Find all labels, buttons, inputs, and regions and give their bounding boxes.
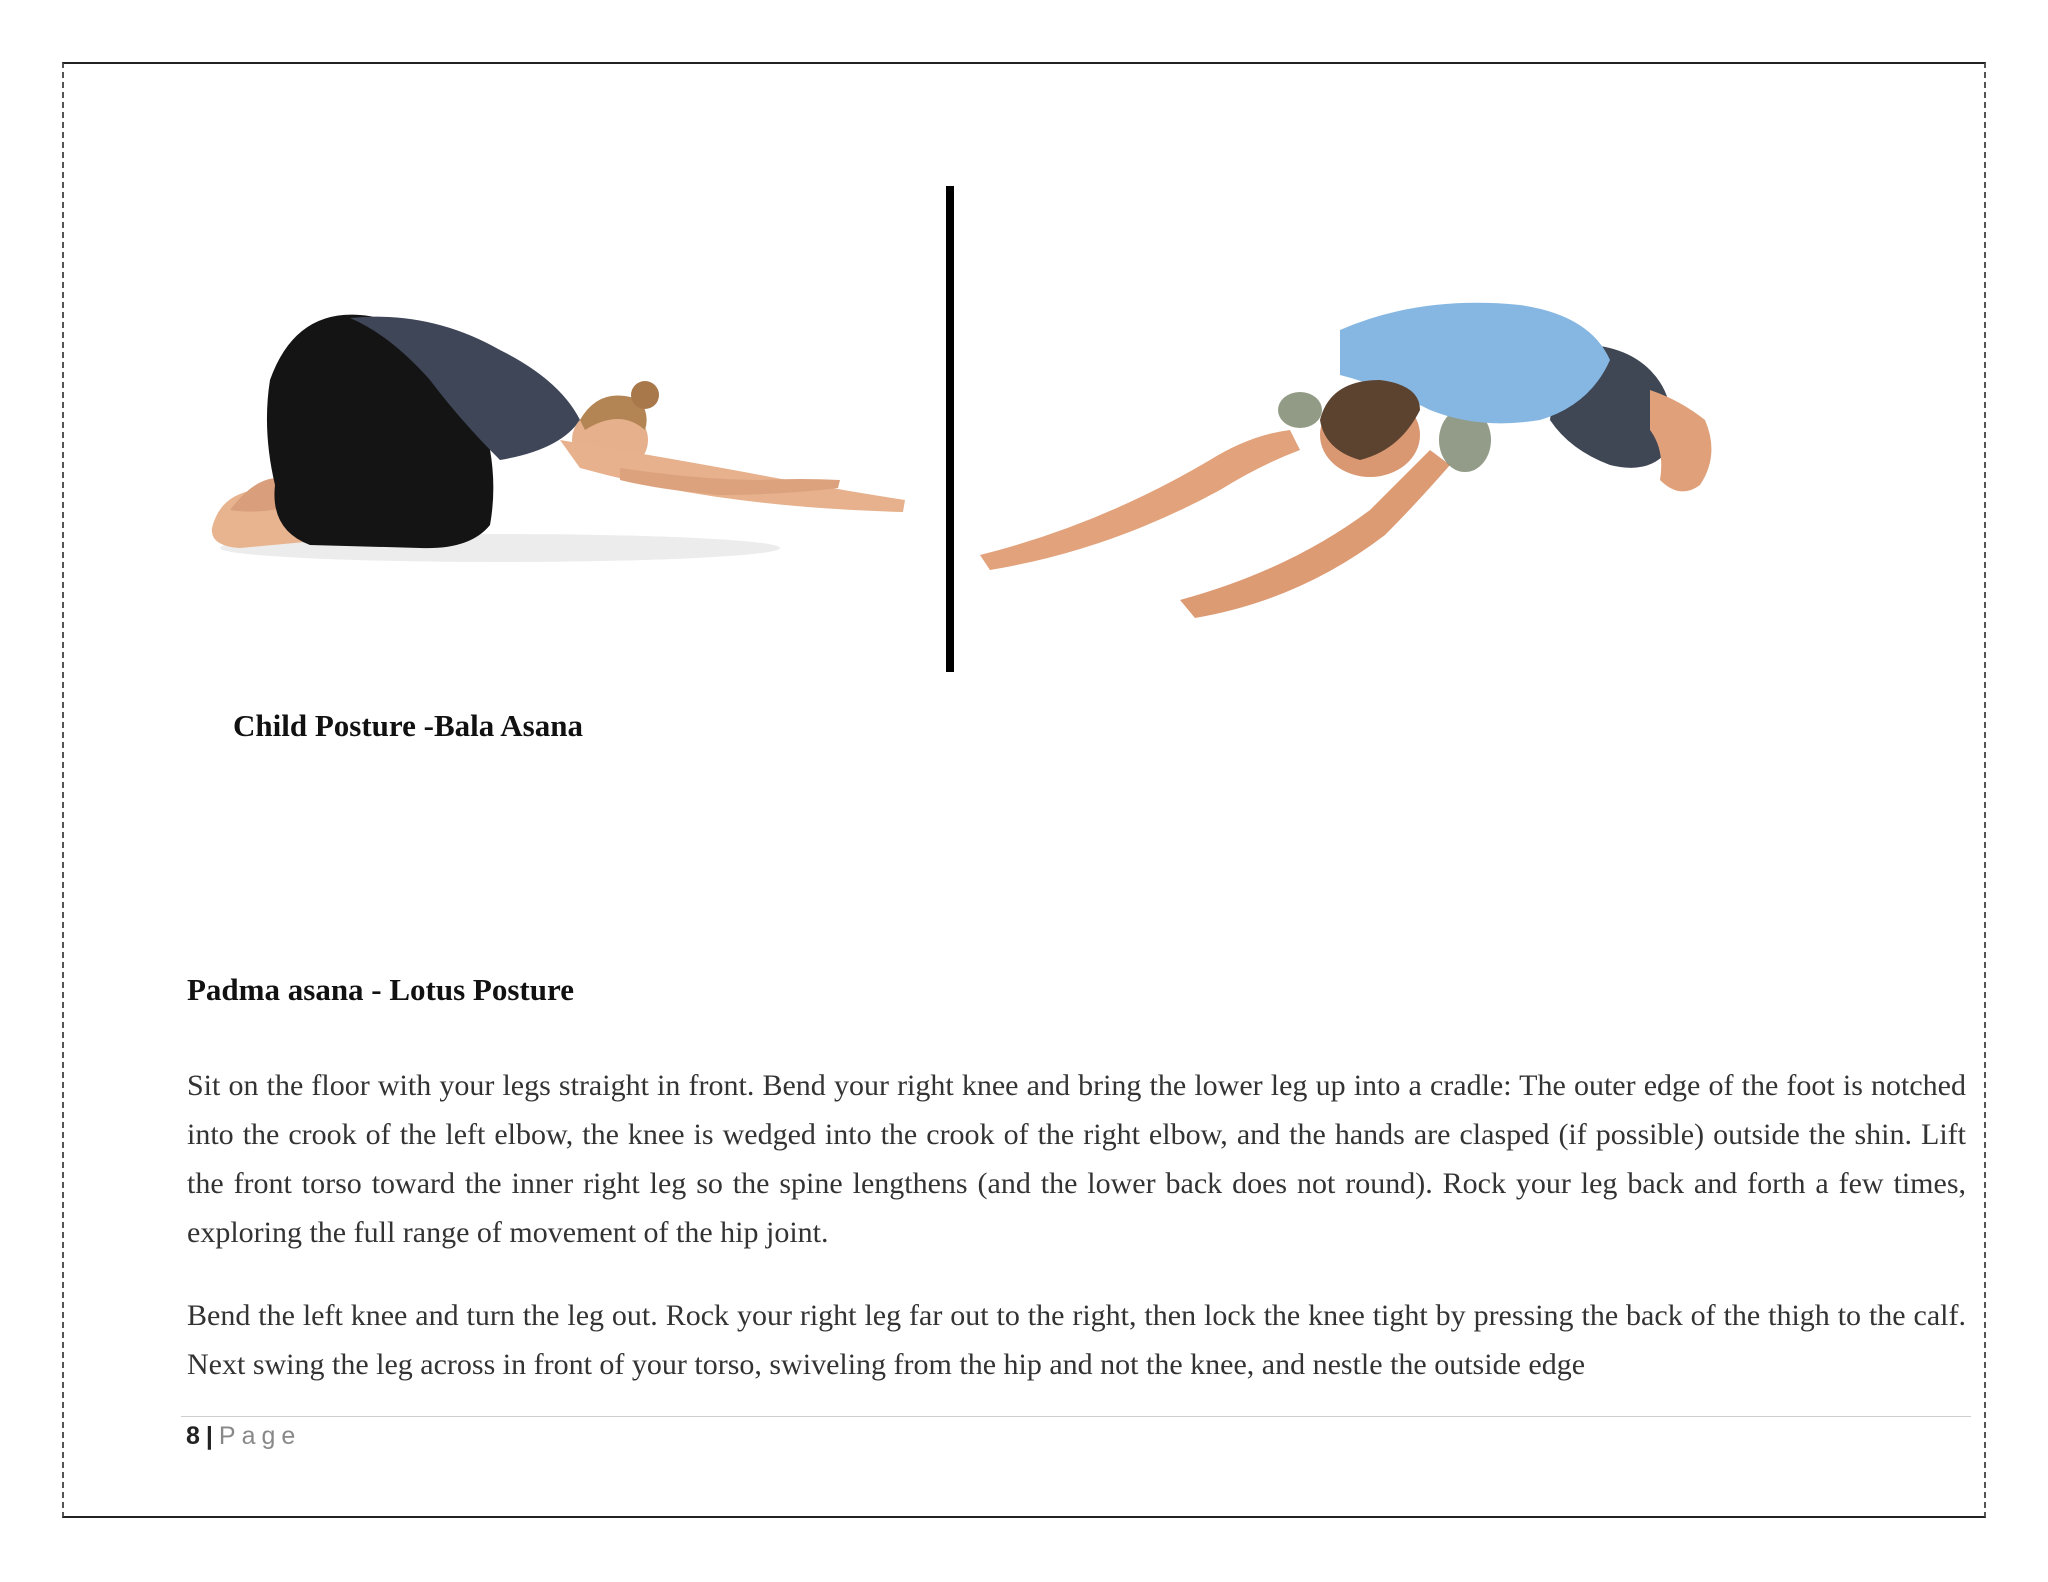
woman-child-pose-photo — [200, 290, 940, 590]
section-heading: Padma asana - Lotus Posture — [187, 972, 574, 1007]
page-footer — [186, 1422, 301, 1451]
paragraph-1: Sit on the floor with your legs straight in front. Bend your right knee and bring the lower leg up into a cradle: The outer edge of the foot is notched into the crook of the left elbow, the knee is wedged into the crook of the right elbow, and the hands are clasped (if possible) outside the shin. Lift the front torso toward the inner right leg so the spine lengthens (and the lower back does not round). Rock your leg back and forth a few times, exploring the full range of movement of the hip joint. — [187, 1069, 1966, 1249]
image-divider-line — [946, 186, 954, 672]
figure-caption: Child Posture -Bala Asana — [233, 708, 583, 743]
paragraph-2: Bend the left knee and turn the leg out. Rock your right leg far out to the right, then lock the knee tight by pressing the back of the thigh to the calf. Next swing the leg across in front of your torso, swiveling from the hip and not the knee, and nestle the outside edge — [187, 1299, 1966, 1381]
page-number: 8 — [186, 1422, 200, 1450]
page-word: Page — [218, 1422, 302, 1450]
footer-separator: | — [205, 1422, 213, 1450]
man-child-pose-photo — [960, 300, 1740, 640]
footer-rule — [181, 1416, 1971, 1417]
